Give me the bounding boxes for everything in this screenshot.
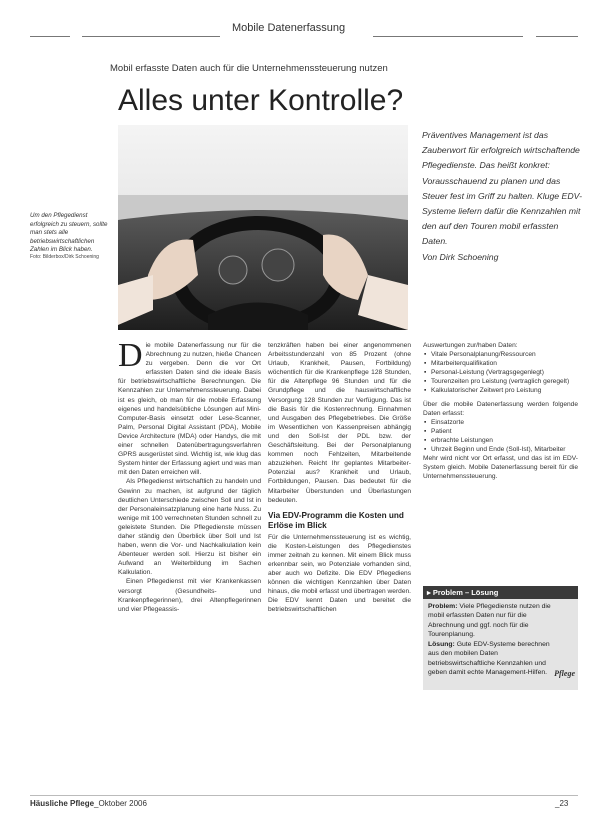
paragraph: ie mobile Datenerfassung nur für die Abrechnung zu nutzen, hieße Chancen zu vergeben. Denn die vor Ort erfassten Daten sind die ideale Basis für betriebswirtschaftliche Berechnungen. Die Kennzahlen zur Unternehmenssteuerung. Dabei ist es gleich, ob man für die mobile Erfassung eigenes und handelsübliche Lösungen auf Mini-Computer-Basis einsetzt oder Lese-Scanner, Palm, Personal Digital Assistant (PDA), Mobile Device Architecture (MDA) oder Handys, die mit einer schnellen Datenübertragungsverfahren GPRS ausgerüstet sind. Wichtig ist, wie klug das System hinter der Erfassung agiert und was man mit den Daten erreichen will. bbox=[118, 342, 261, 477]
list-item: ▪ Einsatzorte bbox=[431, 418, 578, 427]
list-item: ▪ Kalkulatorischer Zeitwert pro Leistung bbox=[431, 386, 578, 395]
list-item: ▪ Personal-Leistung (Vertragsgegenlegt) bbox=[431, 368, 578, 377]
paragraph: Als Pflegedienst wirtschaftlich zu handeln und Gewinn zu machen, ist aufgrund der täglich deutlichen Unterschiede zwischen Soll und Ist in der Personaleinsatzplanung eine harte Nuss. Zu wenige mit 100 verrechneten Stunden schnell zu geleistete Stunden. Die Pflegedienste müssen daher ständig den Überblick über Soll und Ist haben, wenn die Vor- und Nachkalkulation kein Abenteuer werden soll. Hierzu ist bisher ein Aufwand an Weiterbildung im Sachen Kalkulation. bbox=[118, 478, 261, 577]
header-rule-left-short bbox=[30, 36, 70, 37]
photo-caption: Um den Pflegedienst erfolgreich zu steuern, sollte man stets alle betriebswirtschaftlichen Zahlen im Blick haben. bbox=[30, 212, 108, 254]
footer-rule bbox=[30, 795, 578, 796]
subheading: Via EDV-Programm die Kosten und Erlöse im Blick bbox=[268, 510, 404, 530]
body-column-3 bbox=[423, 341, 578, 481]
paragraph: Einen Pflegedienst mit vier Krankenkassen versorgt (Gesundheits- und Krankenpflegerinnen), drei Altenpflegerinnen und vier Pflegeassis- bbox=[118, 578, 261, 613]
author-byline: Von Dirk Schoening bbox=[422, 251, 499, 262]
problem-text: Viele Pflegedienste nutzen die mobil erfassten Daten nur für die Abrechnung und ggf. noch für die Tourenplanung. bbox=[428, 603, 551, 638]
article-photo bbox=[118, 125, 408, 330]
solution-text: Gute EDV-Systeme berechnen aus den mobilen Daten betriebswirtschaftliche Kennzahlen und geben damit echte Management-Hilfen. bbox=[428, 641, 550, 677]
lead-paragraph bbox=[422, 128, 582, 265]
paragraph: tenzkräften haben bei einer angenommenen Arbeitsstundenzahl von 85 Prozent (ohne Urlaub, Krankheit, Pausen, Fortbildung) wöchentlich für die Krankenpflege 128 Stunden, für die Altenpflege 96 Stunden und für die Grundpflege und die hauswirtschaftliche Versorgung 128 Stunden zur Verfügung. Das ist die Basis für die Kostenrechnung. Einnahmen und Ausgaben des Pflegebetriebes. Die Größe im Wesentlichen von Kassenpreisen abhängig und den Soll-Ist der PDL bzw. der Geschäftsleitung. Bei der Personalplanung kommen noch Fehlzeiten, Mitarbeitende abzuziehen. Reicht Ihr geplantes Mitarbeiter-Potenzial aus? Krankheit und Urlaub, Fortbildungen, Pausen. Das bedeutet für die Mitarbeiter Überstunden und Überlastungen bedeuten. bbox=[268, 342, 411, 504]
steering-wheel-illustration bbox=[118, 125, 408, 330]
section-tag: Mobile Datenerfassung bbox=[232, 22, 346, 34]
issue-date: _Oktober 2006 bbox=[94, 799, 147, 808]
solution-label: Lösung: bbox=[428, 641, 455, 649]
evaluation-list bbox=[423, 350, 578, 395]
footer-magazine bbox=[30, 799, 147, 808]
kicker: Mobil erfasste Daten auch für die Unternehmenssteuerung nutzen bbox=[110, 63, 388, 74]
drop-cap: D bbox=[118, 337, 143, 374]
paragraph: Auswertungen zur/haben Daten: bbox=[423, 342, 518, 349]
article-title: Alles unter Kontrolle? bbox=[118, 84, 404, 117]
list-item: ▪ erbrachte Leistungen bbox=[431, 436, 578, 445]
magazine-logo: Pflege bbox=[554, 669, 575, 678]
list-item: ▪ Patient bbox=[431, 427, 578, 436]
lead-text: Präventives Management ist das Zauberwort für erfolgreich wirtschaftende Pflegedienste. Das heißt konkret: Vorausschauend zu planen und das Steuer fest im Griff zu halten. Kluge EDV-Systeme liefern dafür die Kennzahlen mit den auf den Touren mobil erfassten Daten. bbox=[422, 130, 582, 247]
problem-solution-box bbox=[423, 586, 578, 690]
problem-label: Problem: bbox=[428, 603, 458, 610]
captured-data-list bbox=[423, 418, 578, 454]
list-item: ▪ Mitarbeiterqualifikation bbox=[431, 359, 578, 368]
paragraph: Mehr wird nicht vor Ort erfasst, und das ist im EDV-System gleich. Mobile Datenerfassung bereit für die Unternehmenssteuerung. bbox=[423, 455, 578, 481]
list-item: ▪ Uhrzeit Beginn und Ende (Soll-Ist), Mitarbeiter bbox=[431, 445, 578, 454]
paragraph: Über die mobile Datenerfassung werden folgende Daten erfasst: bbox=[423, 400, 578, 417]
page-number: _23 bbox=[555, 799, 569, 808]
magazine-name: Häusliche Pflege bbox=[30, 799, 95, 808]
list-item: ▪ Tourenzeiten pro Leistung (vertraglich geregelt) bbox=[431, 377, 578, 386]
body-column-2 bbox=[268, 341, 411, 615]
header-rule-right-short bbox=[536, 36, 578, 37]
list-item: ▪ Vitale Personalplanung/Ressourcen bbox=[431, 350, 578, 359]
box-heading: ▸ Problem – Lösung bbox=[423, 586, 578, 599]
photo-credit: Foto: Bilderbox/Dirk Schoening bbox=[30, 254, 99, 260]
body-column-1 bbox=[118, 337, 261, 614]
header-rule-right bbox=[373, 36, 523, 37]
header-rule-left bbox=[82, 36, 220, 37]
box-heading-text: Problem – Lösung bbox=[432, 588, 499, 597]
paragraph: Für die Unternehmenssteuerung ist es wichtig, die Kosten-Leistungen des Pflegedienstes immer zeitnah zu kennen. Mit einem Blick muss erkennbar sein, wo Potenziale vorhanden sind, aber auch wo Defizite. Die EDV Pflegediens können die wichtigen Kennzahlen über Daten hinaus, die mobil erfasst und übertragen werden. Die EDV kennt Daten und bereitet die betriebswirtschaftlichen bbox=[268, 533, 411, 614]
